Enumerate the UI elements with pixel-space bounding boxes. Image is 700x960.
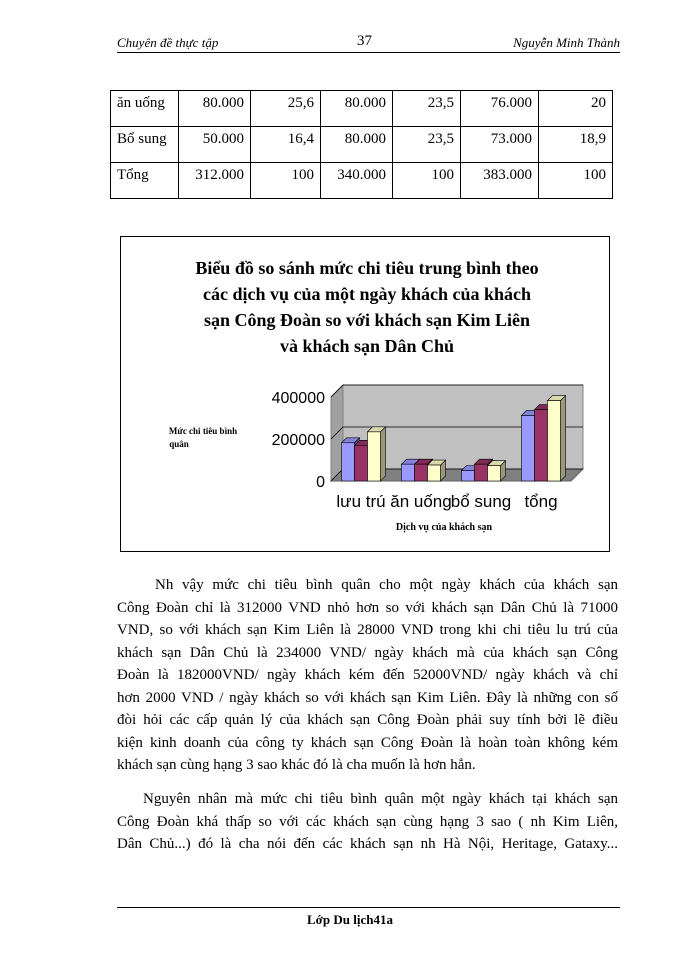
y-tick-label: 400000 (271, 390, 325, 407)
table-cell: 100 (393, 163, 461, 199)
table-cell: 80.000 (321, 127, 393, 163)
table-cell-label: ăn uống (111, 91, 179, 127)
paragraph-2 (117, 788, 618, 856)
table-cell: 100 (539, 163, 613, 199)
paragraph-line: Đoàn là 182000VND/ ngày khách kém đến 52000VND/ ngày khách và chỉ (117, 667, 618, 683)
y-axis-label: quân (169, 439, 189, 449)
table-cell-label: Bổ sung (111, 127, 179, 163)
chart-title-line: và khách sạn Dân Chủ (279, 336, 455, 356)
table-cell: 80.000 (321, 91, 393, 127)
table-cell: 23,5 (393, 127, 461, 163)
table-cell: 312.000 (179, 163, 251, 199)
chart-title-line: các dịch vụ của một ngày khách của khách (202, 284, 532, 304)
table-cell: 76.000 (461, 91, 539, 127)
paragraph-1 (117, 574, 618, 777)
bar (522, 415, 535, 481)
table-cell: 18,9 (539, 127, 613, 163)
x-category-label: tổng (524, 492, 558, 511)
header-page-number: 37 (357, 33, 372, 49)
chart-frame (120, 236, 610, 552)
table-cell: 25,6 (251, 91, 321, 127)
paragraph-line: khách sạn cùng hạng 3 sao khác đó là cha muốn là hơn hẳn. (117, 757, 476, 773)
paragraph-line: hơn 2000 VND / ngày khách so với khách sạn Kim Liên. Đây là những con số (117, 689, 618, 706)
table-cell: 50.000 (179, 127, 251, 163)
bar-chart (121, 237, 611, 553)
paragraph-line: đòi hỏi các cấp quản lý của khách sạn Công Đoàn phải suy tính bởi lẽ điều (117, 712, 618, 728)
table-cell-label: Tổng (111, 163, 179, 199)
table-cell: 23,5 (393, 91, 461, 127)
bar (535, 410, 548, 481)
x-axis-label: Dịch vụ của khách sạn (395, 522, 493, 533)
paragraph-line: kiện kinh doanh của công ty khách sạn Công Đoàn là hoàn toàn không kém (117, 734, 618, 751)
bar (402, 464, 415, 481)
header-rule (117, 52, 620, 53)
paragraph-line: Dân Chủ...) đó là cha nói đến các khách sạn nh Hà Nội, Heritage, Gataxy... (117, 836, 618, 852)
bar (355, 445, 368, 481)
paragraph-line: Nguyên nhân mà mức chi tiêu bình quân một ngày khách tại khách sạn (143, 791, 618, 807)
chart-title-line: sạn Công Đoàn so với khách sạn Kim Liên (203, 310, 531, 330)
x-category-label: bổ sung (450, 492, 512, 511)
bar (548, 401, 561, 481)
table-row (111, 91, 613, 127)
bar (368, 432, 381, 481)
bar-side (381, 427, 386, 481)
paragraph-line: Công Đoàn chỉ là 312000 VND nhỏ hơn so với khách sạn Dân Chủ là 71000 (117, 599, 618, 616)
bar (428, 465, 441, 481)
table-cell: 73.000 (461, 127, 539, 163)
table-cell: 20 (539, 91, 613, 127)
bar-side (561, 396, 566, 481)
table-cell: 100 (251, 163, 321, 199)
x-category-label: lưu trú (336, 492, 386, 511)
bar (475, 464, 488, 481)
table-cell: 383.000 (461, 163, 539, 199)
spending-table (110, 90, 613, 199)
table-cell: 340.000 (321, 163, 393, 199)
table-cell: 16,4 (251, 127, 321, 163)
x-category-label: ăn uống (390, 492, 452, 511)
table-cell: 80.000 (179, 91, 251, 127)
header-author: Nguyễn Minh Thành (513, 35, 620, 50)
bar (415, 464, 428, 481)
paragraph-line: VND, so với khách sạn Kim Liên là 28000 VND trong khi chi tiêu lu trú của (117, 622, 618, 638)
header-doc-type: Chuyên đề thực tập (117, 35, 219, 50)
bar (342, 443, 355, 481)
y-axis-label: Mức chi tiêu bình (168, 426, 238, 436)
y-tick-label: 200000 (271, 432, 325, 449)
table-row (111, 127, 613, 163)
chart-title-line: Biểu đồ so sánh mức chi tiêu trung bình theo (195, 258, 539, 278)
paragraph-line: Công Đoàn khá thấp so với các khách sạn cùng hạng 3 sao ( nh Kim Liên, (117, 813, 618, 830)
y-tick-label: 0 (316, 474, 325, 491)
paragraph-line: khách sạn Dân Chủ là 234000 VND/ ngày khách mà của khách sạn Công (117, 644, 618, 661)
bar (462, 471, 475, 482)
table-row (111, 163, 613, 199)
paragraph-line: Nh vậy mức chi tiêu bình quân cho một ngày khách của khách sạn (155, 577, 618, 593)
page-footer: Lớp Du lịch41a (307, 912, 393, 927)
footer-rule (117, 907, 620, 908)
bar (488, 466, 501, 481)
